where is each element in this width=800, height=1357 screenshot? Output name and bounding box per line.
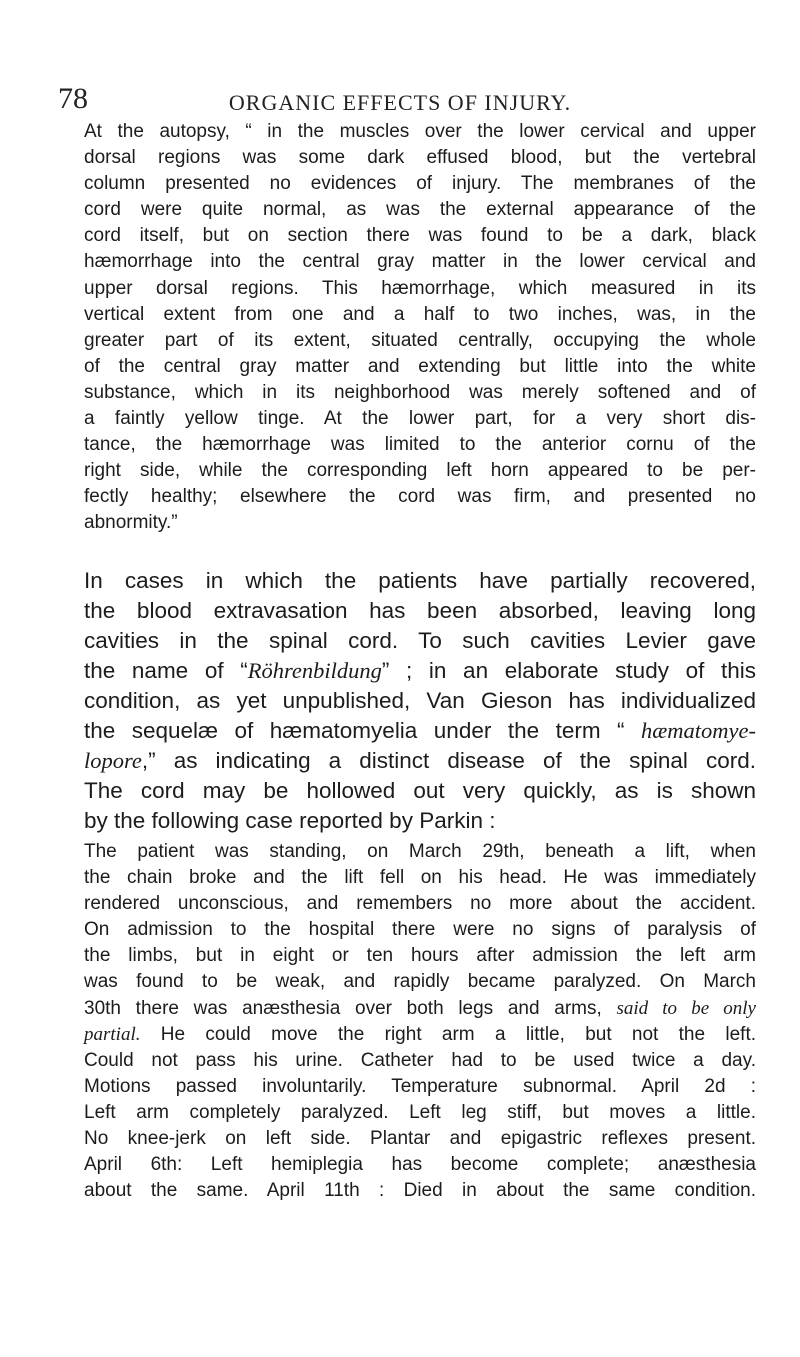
- text-line: [84, 746, 756, 776]
- page-header: [46, 82, 754, 122]
- text-line: hæmorrhage into the central gray matter in the lower cervical and: [84, 251, 756, 273]
- text-line: condition, as yet unpublished, Van Gieson has individualized: [84, 688, 756, 713]
- text-run: 30th there was anæsthesia over both legs and arms,: [84, 997, 617, 1019]
- text-line: The cord may be hollowed out very quickly, as is shown: [84, 778, 756, 803]
- text-line: a faintly yellow tinge. At the lower part, for a very short dis-: [84, 408, 756, 430]
- text-line: April 6th: Left hemiplegia has become complete; anæsthesia: [84, 1154, 756, 1176]
- body-paragraph: [84, 566, 756, 836]
- text-line: column presented no evidences of injury. The membranes of the: [84, 173, 756, 195]
- italic-term-haematomyelopore-end: lopore: [84, 748, 142, 773]
- text-line: greater part of its extent, situated centrally, occupying the whole: [84, 329, 756, 351]
- text-line: of the central gray matter and extending but little into the white: [84, 355, 756, 377]
- text-line: vertical extent from one and a half to two inches, was, in the: [84, 303, 756, 325]
- text-line: abnormity.”: [84, 512, 178, 534]
- text-line: The patient was standing, on March 29th, beneath a lift, when: [84, 841, 756, 862]
- text-line: by the following case reported by Parkin :: [84, 808, 496, 833]
- text-line: rendered unconscious, and remembers no more about the accident.: [84, 893, 756, 915]
- text-run: the name of “: [84, 658, 248, 683]
- text-line: On admission to the hospital there were no signs of paralysis of: [84, 919, 756, 941]
- text-run: the sequelæ of hæmatomyelia under the term “: [84, 718, 642, 743]
- text-line: [84, 1022, 756, 1048]
- text-run: He could move the right arm a little, but not the left.: [140, 1023, 756, 1045]
- text-line: substance, which in its neighborhood was merely softened and of: [84, 381, 756, 403]
- text-line: cavities in the spinal cord. To such cavities Levier gave: [84, 628, 756, 653]
- italic-term-haematomyelopore: hæmatomye-: [641, 718, 756, 743]
- text-line: cord were quite normal, as was the external appearance of the: [84, 199, 756, 221]
- text-line: fectly healthy; elsewhere the cord was firm, and presented no: [84, 486, 756, 508]
- text-line: No knee-jerk on left side. Plantar and epigastric reflexes present.: [84, 1128, 756, 1150]
- text-line: right side, while the corresponding left horn appeared to be per-: [84, 460, 756, 482]
- text-line: tance, the hæmorrhage was limited to the anterior cornu of the: [84, 434, 756, 456]
- running-head: ORGANIC EFFECTS OF INJURY.: [228, 90, 572, 115]
- italic-phrase: said to be only: [616, 997, 756, 1019]
- text-line: the chain broke and the lift fell on his head. He was immediately: [84, 867, 756, 889]
- text-line: [84, 716, 756, 746]
- text-line: In cases in which the patients have partially recovered,: [84, 568, 756, 593]
- text-line: Could not pass his urine. Catheter had to be used twice a day.: [84, 1049, 756, 1071]
- text-run: ,” as indicating a distinct disease of the spinal cord.: [141, 748, 756, 773]
- text-line: about the same. April 11th : Died in about the same condition.: [84, 1180, 756, 1202]
- text-line: Motions passed involuntarily. Temperature subnormal. April 2d :: [84, 1075, 756, 1097]
- case-report-paragraph: [84, 839, 756, 1204]
- autopsy-quote-paragraph: [84, 119, 756, 537]
- text-line: Left arm completely paralyzed. Left leg stiff, but moves a little.: [84, 1101, 756, 1123]
- text-line: was found to be weak, and rapidly became paralyzed. On March: [84, 971, 756, 993]
- text-line: At the autopsy, “ in the muscles over the lower cervical and upper: [84, 121, 756, 142]
- italic-term-rohrenbildung: Röhrenbildung: [247, 658, 382, 683]
- page-number: 78: [58, 82, 88, 115]
- text-line: upper dorsal regions. This hæmorrhage, which measured in its: [84, 277, 756, 299]
- text-line: cord itself, but on section there was found to be a dark, black: [84, 225, 756, 247]
- italic-phrase: partial.: [84, 1023, 141, 1045]
- text-line: [84, 656, 756, 686]
- text-line: dorsal regions was some dark effused blood, but the vertebral: [84, 147, 756, 169]
- text-line: the blood extravasation has been absorbed, leaving long: [84, 598, 756, 623]
- text-line: the limbs, but in eight or ten hours after admission the left arm: [84, 945, 756, 967]
- text-run: ” ; in an elaborate study of this: [381, 658, 757, 683]
- text-line: [84, 996, 756, 1022]
